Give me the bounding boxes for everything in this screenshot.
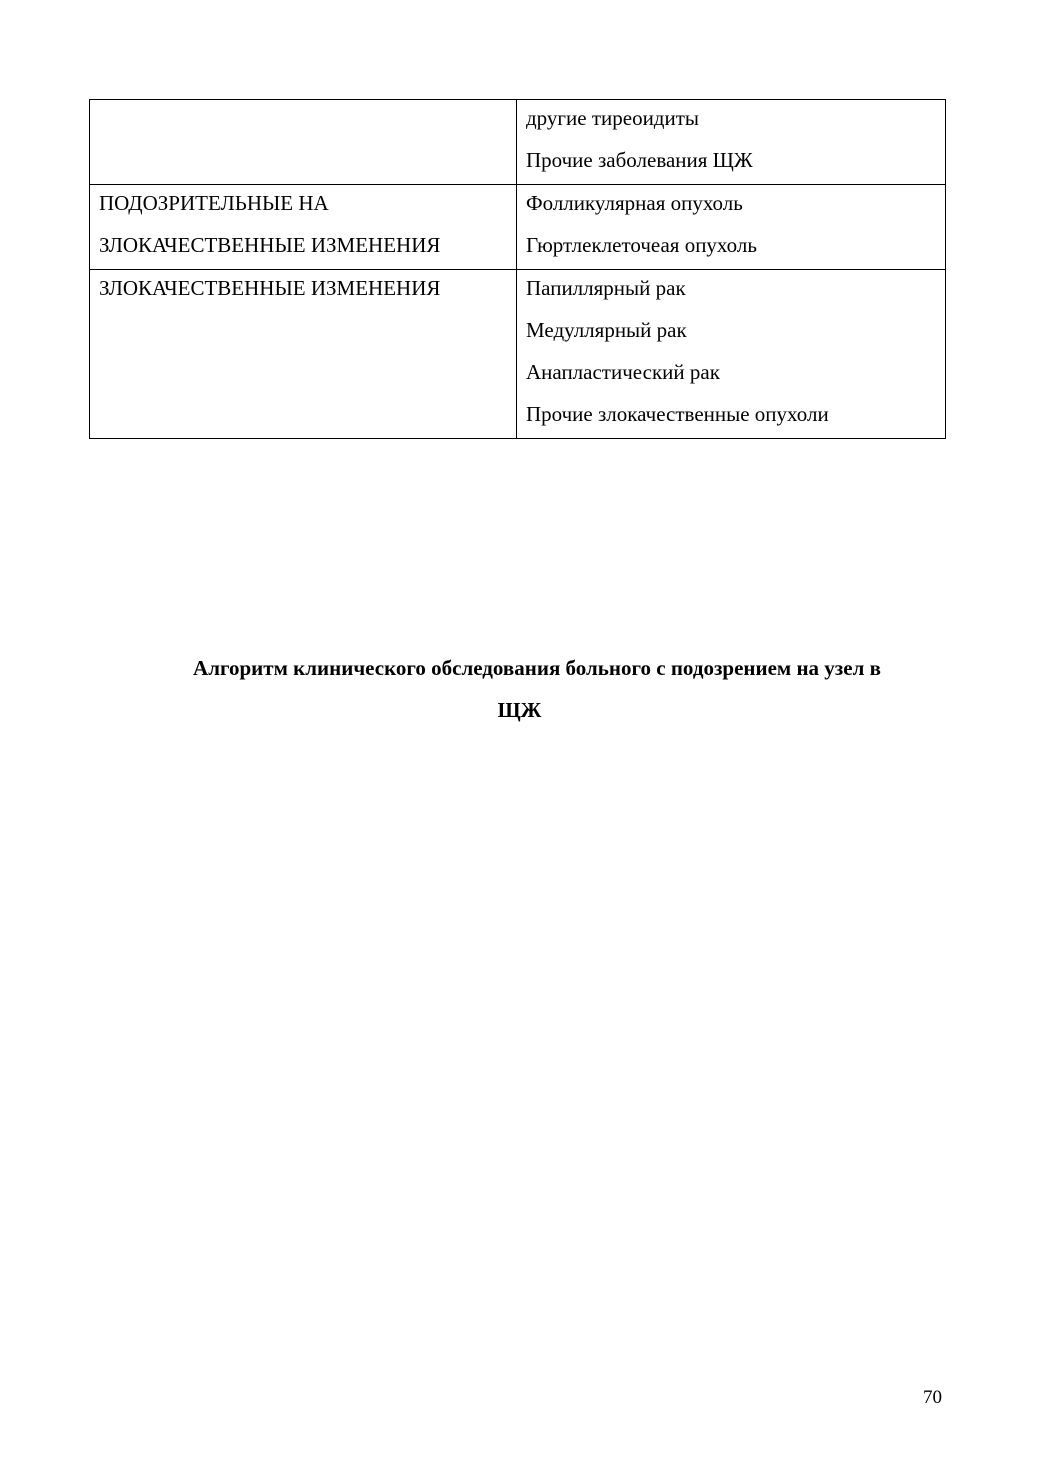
item-text: Медуллярный рак	[526, 318, 687, 342]
section-heading-line-2: ЩЖ	[497, 698, 542, 722]
category-text: ПОДОЗРИТЕЛЬНЫЕ НА	[99, 191, 329, 215]
item-text: Прочие злокачественные опухоли	[526, 402, 829, 426]
category-text: ЗЛОКАЧЕСТВЕННЫЕ ИЗМЕНЕНИЯ	[99, 233, 441, 257]
section-heading-line-1: Алгоритм клинического обследования больного с подозрением на узел в	[193, 656, 881, 680]
item-text: Прочие заболевания ЩЖ	[526, 148, 753, 172]
page-number: 70	[923, 1387, 942, 1408]
items-cell	[517, 185, 946, 270]
items-cell	[517, 100, 946, 185]
items-cell	[517, 270, 946, 439]
item-text: Анапластический рак	[526, 360, 720, 384]
table-row	[90, 270, 946, 439]
category-text: ЗЛОКАЧЕСТВЕННЫЕ ИЗМЕНЕНИЯ	[99, 276, 441, 300]
table-row	[90, 100, 946, 185]
item-text: Гюртлеклеточеая опухоль	[526, 233, 757, 257]
category-cell	[90, 100, 517, 185]
table-row	[90, 185, 946, 270]
item-text: другие тиреоидиты	[526, 106, 700, 130]
item-text: Фолликулярная опухоль	[526, 191, 743, 215]
category-cell	[90, 185, 517, 270]
classification-table	[89, 99, 946, 439]
item-text: Папиллярный рак	[526, 276, 686, 300]
category-cell	[90, 270, 517, 439]
